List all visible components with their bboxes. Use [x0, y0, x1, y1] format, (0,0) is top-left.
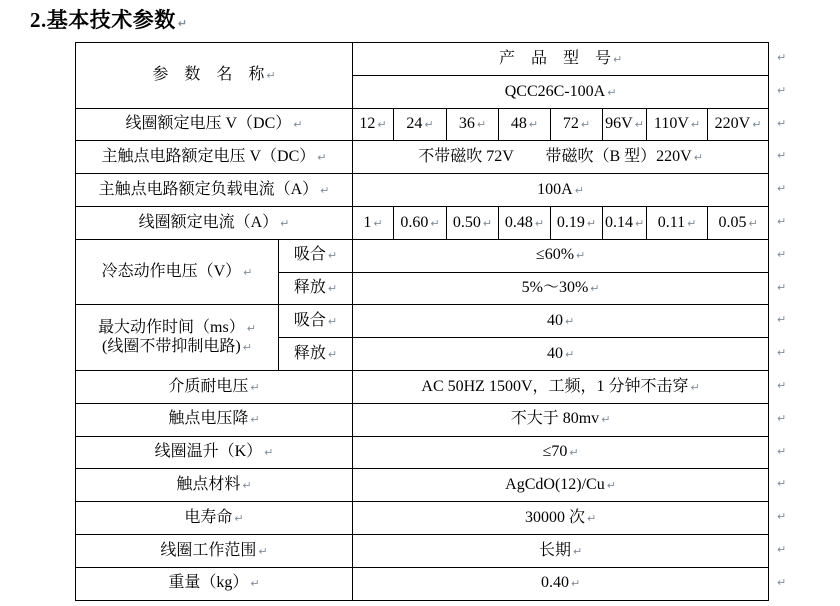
label-cold-action-voltage — [76, 239, 279, 305]
cell-text: 0.11 — [657, 213, 686, 231]
label-contact-voltage-drop — [76, 403, 353, 436]
paragraph-mark: ↵ — [635, 216, 645, 230]
cell-text: 72 — [562, 115, 579, 133]
paragraph-mark: ↵ — [634, 118, 644, 132]
paragraph-mark: ↵ — [476, 118, 487, 132]
paragraph-mark: ↵ — [607, 85, 617, 99]
table-row — [76, 305, 769, 338]
paragraph-mark: ↵ — [250, 380, 260, 394]
value-time-release — [353, 338, 769, 371]
paragraph-mark: ↵ — [177, 17, 188, 30]
cell-text: QCC26C-100A — [504, 82, 606, 100]
cell-text: 0.05 — [718, 213, 747, 231]
cell-text: 触点电压降 — [168, 410, 249, 428]
value-main-circuit-current — [353, 174, 769, 207]
cell-text: 参 数 名 称 — [152, 66, 265, 84]
paragraph-mark: ↵ — [752, 118, 762, 132]
label-coil-rated-voltage — [76, 108, 353, 141]
table-row — [76, 108, 769, 141]
paragraph-mark: ↵ — [327, 249, 338, 263]
paragraph-mark: ↵ — [266, 69, 276, 83]
value-cold-release — [353, 272, 769, 305]
value-coil-voltage — [394, 108, 447, 141]
paragraph-mark: ↵ — [693, 151, 703, 165]
cell-text: 触点材料 — [176, 476, 241, 494]
cell-text: 220V — [714, 115, 751, 133]
paragraph-mark: ↵ — [317, 151, 327, 165]
paragraph-mark: ↵ — [748, 216, 758, 230]
label-max-action-time — [76, 305, 279, 371]
table-row — [76, 567, 769, 600]
paragraph-mark: ↵ — [242, 479, 252, 493]
cell-text: 主触点电路额定电压 V（DC） — [101, 148, 316, 166]
cell-text: 冷态动作电压（V） — [101, 262, 242, 280]
label-release — [279, 338, 353, 371]
paragraph-mark: ↵ — [590, 282, 600, 296]
cell-text: 主触点电路额定负载电流（A） — [98, 180, 319, 198]
value-coil-current — [353, 206, 394, 239]
cell-text: 线圈额定电流（A） — [138, 213, 279, 231]
paragraph-mark: ↵ — [564, 315, 575, 329]
cell-text: 线圈额定电压 V（DC） — [125, 115, 292, 133]
cell-text: 40 — [546, 312, 563, 330]
paragraph-mark: ↵ — [373, 216, 383, 230]
cell-text: 释放 — [293, 344, 326, 362]
row-end-mark: ↵ — [777, 50, 787, 64]
row-end-mark: ↵ — [777, 214, 787, 228]
row-end-mark: ↵ — [777, 575, 787, 589]
row-end-mark: ↵ — [777, 312, 787, 326]
value-coil-voltage — [447, 108, 499, 141]
table-row — [76, 502, 769, 535]
row-end-mark: ↵ — [777, 83, 787, 97]
cell-text: 不带磁吹 72V 带磁吹（B 型）220V — [418, 148, 692, 166]
value-contact-voltage-drop — [353, 403, 769, 436]
row-end-mark: ↵ — [777, 542, 787, 556]
cell-text: 40 — [546, 344, 563, 362]
value-coil-current — [603, 206, 647, 239]
header-model-value — [353, 75, 769, 108]
paragraph-mark: ↵ — [586, 511, 597, 525]
label-coil-duty — [76, 534, 353, 567]
paragraph-mark: ↵ — [264, 446, 274, 460]
table-row — [76, 469, 769, 502]
cell-text: 吸合 — [293, 312, 326, 330]
row-end-mark: ↵ — [777, 411, 787, 425]
value-time-pickup — [353, 305, 769, 338]
section-title-text: 2.基本技术参数 — [30, 8, 176, 32]
paragraph-mark: ↵ — [569, 446, 579, 460]
value-electrical-life — [353, 502, 769, 535]
cell-text: 96V — [605, 115, 633, 133]
paragraph-mark: ↵ — [482, 216, 493, 230]
value-main-circuit-voltage — [353, 141, 769, 174]
paragraph-mark: ↵ — [250, 413, 260, 427]
value-coil-voltage — [708, 108, 769, 141]
paragraph-mark: ↵ — [293, 118, 303, 132]
value-coil-current — [447, 206, 499, 239]
table-row — [76, 43, 769, 76]
cell-text: 不大于 80mv — [510, 410, 600, 428]
value-coil-current — [708, 206, 769, 239]
cell-text: 线圈工作范围 — [160, 541, 257, 559]
value-coil-temp-rise — [353, 436, 769, 469]
cell-text: ≤60% — [535, 246, 575, 264]
table-row — [76, 436, 769, 469]
cell-text: 36 — [458, 115, 475, 133]
cell-text: 1 — [363, 213, 372, 231]
paragraph-mark: ↵ — [601, 413, 611, 427]
label-pickup — [279, 305, 353, 338]
value-coil-voltage — [647, 108, 708, 141]
label-line — [78, 338, 276, 356]
cell-text: 0.50 — [452, 213, 481, 231]
paragraph-mark: ↵ — [424, 118, 434, 132]
value-coil-current — [647, 206, 708, 239]
value-coil-current — [499, 206, 551, 239]
table-row — [76, 370, 769, 403]
cell-text: 线圈温升（K） — [154, 443, 263, 461]
value-coil-current — [551, 206, 603, 239]
paragraph-mark: ↵ — [377, 118, 387, 132]
paragraph-mark: ↵ — [280, 216, 290, 230]
paragraph-mark: ↵ — [528, 118, 539, 132]
cell-text: (线圈不带抑制电路) — [102, 337, 241, 355]
row-end-mark: ↵ — [777, 148, 787, 162]
label-electrical-life — [76, 502, 353, 535]
cell-text: 电寿命 — [184, 508, 233, 526]
cell-text: 0.14 — [605, 213, 634, 231]
cell-text: 0.60 — [400, 213, 429, 231]
row-end-marks — [777, 42, 801, 600]
paragraph-mark: ↵ — [690, 118, 701, 132]
paragraph-mark: ↵ — [246, 322, 256, 336]
paragraph-mark: ↵ — [687, 216, 697, 230]
cell-text: 100A — [537, 180, 573, 198]
cell-text: 介质耐电压 — [168, 377, 249, 395]
paragraph-mark: ↵ — [250, 577, 260, 591]
row-end-mark: ↵ — [777, 476, 787, 490]
paragraph-mark: ↵ — [430, 216, 440, 230]
paragraph-mark: ↵ — [327, 315, 338, 329]
value-coil-voltage — [353, 108, 394, 141]
value-coil-voltage — [551, 108, 603, 141]
cell-text: 30000 次 — [524, 508, 585, 526]
cell-text: AgCdO(12)/Cu — [505, 476, 605, 494]
row-end-mark: ↵ — [777, 247, 787, 261]
cell-text: 长期 — [538, 541, 571, 559]
cell-text: 最大动作时间（ms） — [98, 319, 245, 337]
table-row — [76, 403, 769, 436]
row-end-mark: ↵ — [777, 181, 787, 195]
paragraph-mark: ↵ — [564, 347, 575, 361]
cell-text: 吸合 — [293, 246, 326, 264]
paragraph-mark: ↵ — [243, 265, 253, 279]
cell-text: 110V — [653, 115, 689, 133]
label-coil-rated-current — [76, 206, 353, 239]
label-dielectric-strength — [76, 370, 353, 403]
paragraph-mark: ↵ — [580, 118, 591, 132]
paragraph-mark: ↵ — [327, 347, 338, 361]
paragraph-mark: ↵ — [570, 577, 581, 591]
label-coil-temp-rise — [76, 436, 353, 469]
table-row — [76, 174, 769, 207]
spec-table — [75, 42, 769, 601]
row-end-mark: ↵ — [777, 345, 787, 359]
cell-text: 产 品 型 号 — [498, 49, 611, 67]
label-pickup — [279, 239, 353, 272]
cell-text: 释放 — [293, 279, 326, 297]
label-main-circuit-current — [76, 174, 353, 207]
header-product-model — [353, 43, 769, 76]
value-coil-current — [394, 206, 447, 239]
section-title — [30, 4, 187, 34]
label-release — [279, 272, 353, 305]
paragraph-mark: ↵ — [242, 340, 252, 354]
row-end-mark: ↵ — [777, 116, 787, 130]
cell-text: 24 — [406, 115, 423, 133]
row-end-mark: ↵ — [777, 378, 787, 392]
row-end-mark: ↵ — [777, 280, 787, 294]
cell-text: 0.40 — [540, 574, 569, 592]
paragraph-mark: ↵ — [320, 183, 330, 197]
value-cold-pickup — [353, 239, 769, 272]
value-weight — [353, 567, 769, 600]
row-end-mark: ↵ — [777, 509, 787, 523]
cell-text: 12 — [359, 115, 376, 133]
paragraph-mark: ↵ — [576, 249, 586, 263]
value-coil-voltage — [603, 108, 647, 141]
cell-text: ≤70 — [542, 443, 568, 461]
paragraph-mark: ↵ — [534, 216, 545, 230]
cell-text: 0.48 — [504, 213, 533, 231]
table-row — [76, 206, 769, 239]
table-row — [76, 534, 769, 567]
table-row — [76, 239, 769, 272]
value-coil-duty — [353, 534, 769, 567]
value-contact-material — [353, 469, 769, 502]
cell-text: AC 50HZ 1500V，工频，1 分钟不击穿 — [421, 377, 689, 395]
paragraph-mark: ↵ — [612, 52, 623, 66]
cell-text: 5%～30% — [521, 279, 589, 297]
row-end-mark: ↵ — [777, 444, 787, 458]
cell-text: 48 — [510, 115, 527, 133]
cell-text: 0.19 — [556, 213, 585, 231]
paragraph-mark: ↵ — [574, 183, 584, 197]
paragraph-mark: ↵ — [690, 380, 700, 394]
paragraph-mark: ↵ — [327, 282, 338, 296]
label-line — [78, 319, 276, 337]
paragraph-mark: ↵ — [258, 544, 268, 558]
label-main-circuit-voltage — [76, 141, 353, 174]
paragraph-mark: ↵ — [606, 479, 616, 493]
header-param-name — [76, 43, 353, 109]
paragraph-mark: ↵ — [572, 544, 583, 558]
value-coil-voltage — [499, 108, 551, 141]
paragraph-mark: ↵ — [586, 216, 597, 230]
table-row — [76, 141, 769, 174]
label-weight — [76, 567, 353, 600]
value-dielectric-strength — [353, 370, 769, 403]
cell-text: 重量（kg） — [168, 574, 249, 592]
paragraph-mark: ↵ — [234, 511, 244, 525]
label-contact-material — [76, 469, 353, 502]
